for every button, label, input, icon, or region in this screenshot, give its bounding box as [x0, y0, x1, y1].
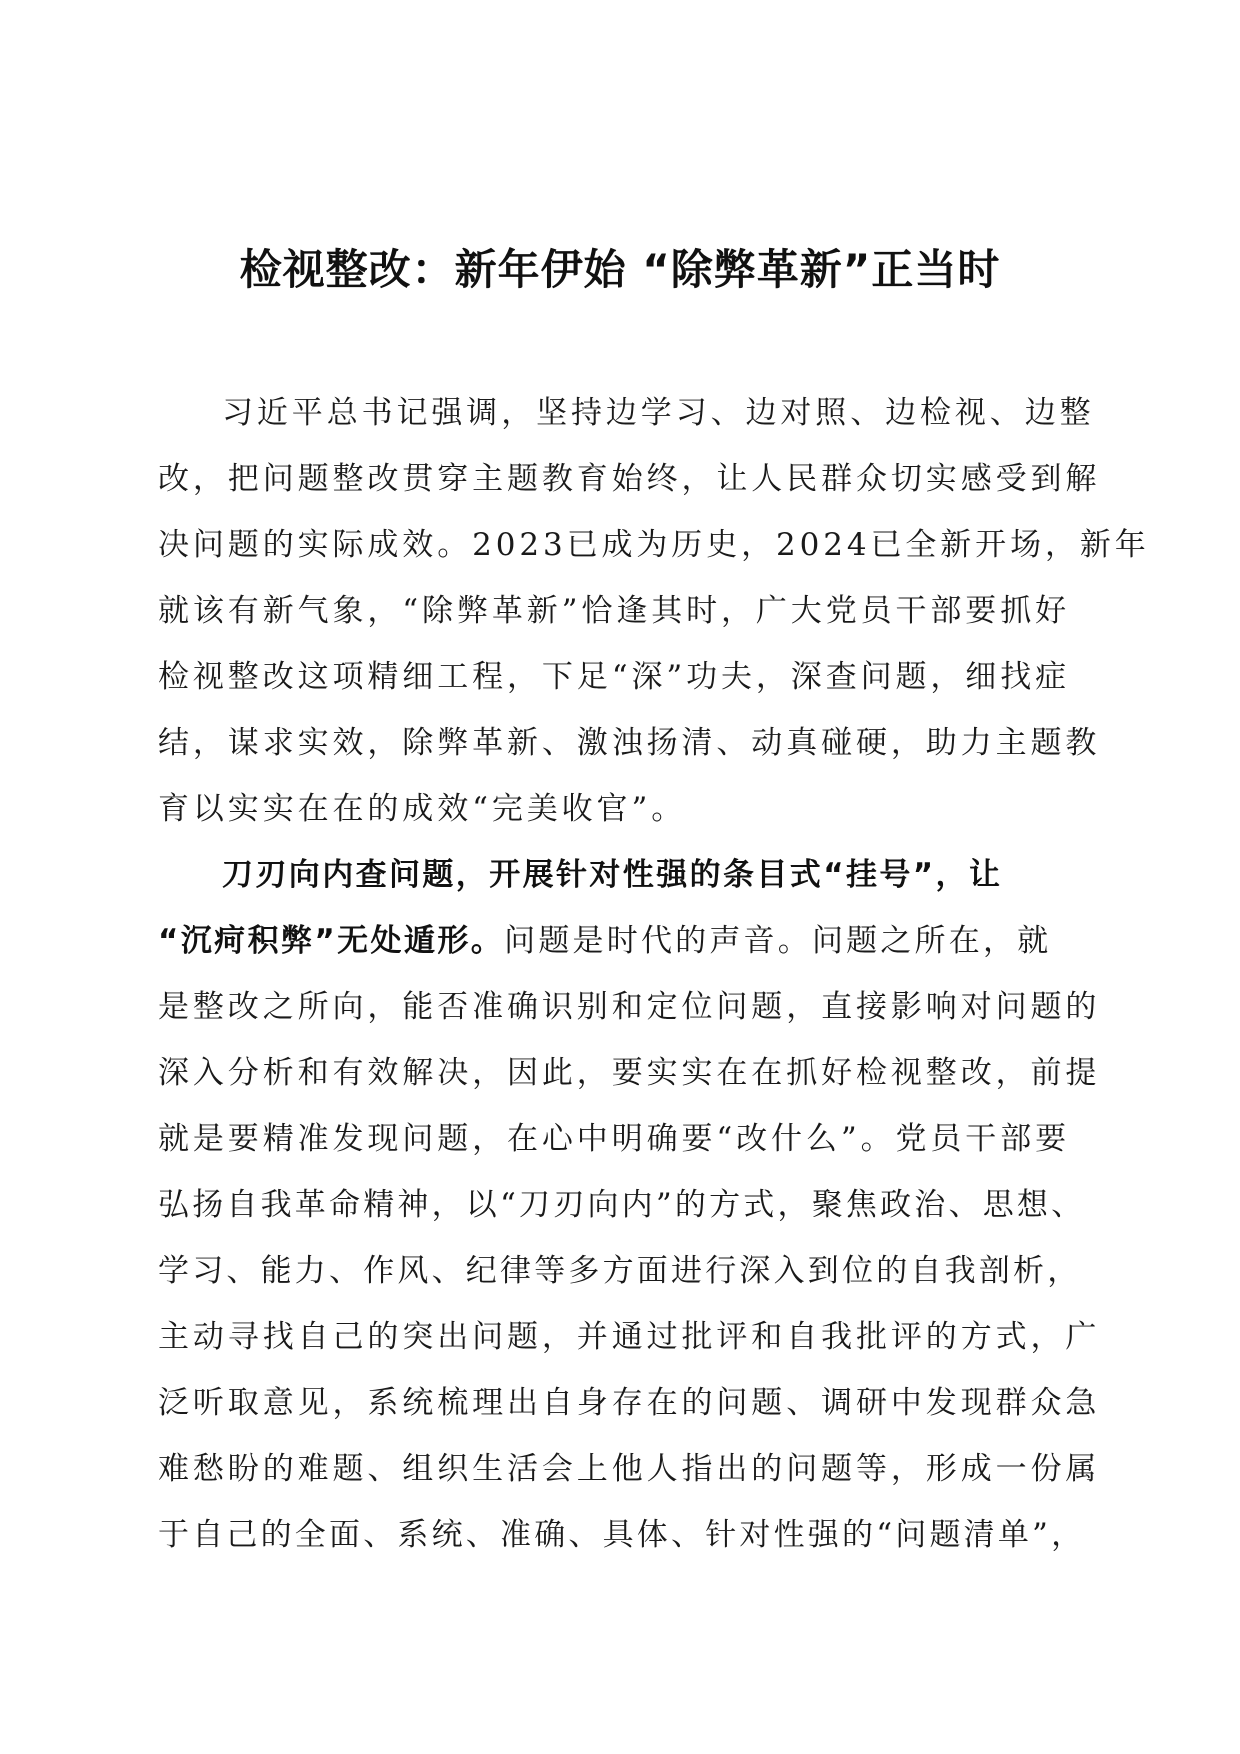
- paragraph-2-text: 问题是时代的声音。问题之所在，就: [504, 923, 1052, 959]
- paragraph-2-line: 泛听取意见，系统梳理出自身存在的问题、调研中发现群众急: [158, 1385, 1101, 1421]
- paragraph-2-line: 学习、能力、作风、纪律等多方面进行深入到位的自我剖析，: [158, 1253, 1082, 1289]
- paragraph-1-line: 结，谋求实效，除弊革新、激浊扬清、动真碰硬，助力主题教: [158, 725, 1101, 761]
- document-body: [158, 380, 1150, 1568]
- paragraph-2-line: 主动寻找自己的突出问题，并通过批评和自我批评的方式，广: [158, 1319, 1101, 1355]
- paragraph-1-line: 就该有新气象，“除弊革新”恰逢其时，广大党员干部要抓好: [158, 593, 1070, 629]
- paragraph-2-line: 是整改之所向，能否准确识别和定位问题，直接影响对问题的: [158, 989, 1101, 1025]
- document-title: 检视整改：新年伊始 “除弊革新”正当时: [239, 245, 1001, 294]
- paragraph-1-line: 改，把问题整改贯穿主题教育始终，让人民群众切实感受到解: [158, 461, 1101, 497]
- paragraph-1-line: 习近平总书记强调，坚持边学习、边对照、边检视、边整: [222, 395, 1095, 431]
- paragraph-2-line: 深入分析和有效解决，因此，要实实在在抓好检视整改，前提: [158, 1055, 1101, 1091]
- paragraph-2-line: 于自己的全面、系统、准确、具体、针对性强的“问题清单”，: [158, 1517, 1086, 1553]
- paragraph-2-line: 难愁盼的难题、组织生活会上他人指出的问题等，形成一份属: [158, 1451, 1101, 1487]
- paragraph-2-lead-heading: 刀刃向内查问题，开展针对性强的条目式“挂号”，让: [222, 857, 1003, 893]
- paragraph-2-line: 弘扬自我革命精神，以“刀刃向内”的方式，聚焦政治、思想、: [158, 1187, 1086, 1223]
- paragraph-1-line: 育以实实在在的成效“完美收官”。: [158, 791, 687, 827]
- paragraph-2-line: 就是要精准发现问题，在心中明确要“改什么”。党员干部要: [158, 1121, 1070, 1157]
- paragraph-1-line: 检视整改这项精细工程，下足“深”功夫，深查问题，细找症: [158, 659, 1070, 695]
- paragraph-2-first-line: [158, 842, 1098, 908]
- paragraph-2-lead-heading-end: “沉疴积弊”无处遁形。: [158, 923, 505, 959]
- paragraph-1-line: 决问题的实际成效。2023已成为历史，2024已全新开场，新年: [158, 527, 1150, 563]
- paragraph-2-second-line: [158, 908, 1098, 974]
